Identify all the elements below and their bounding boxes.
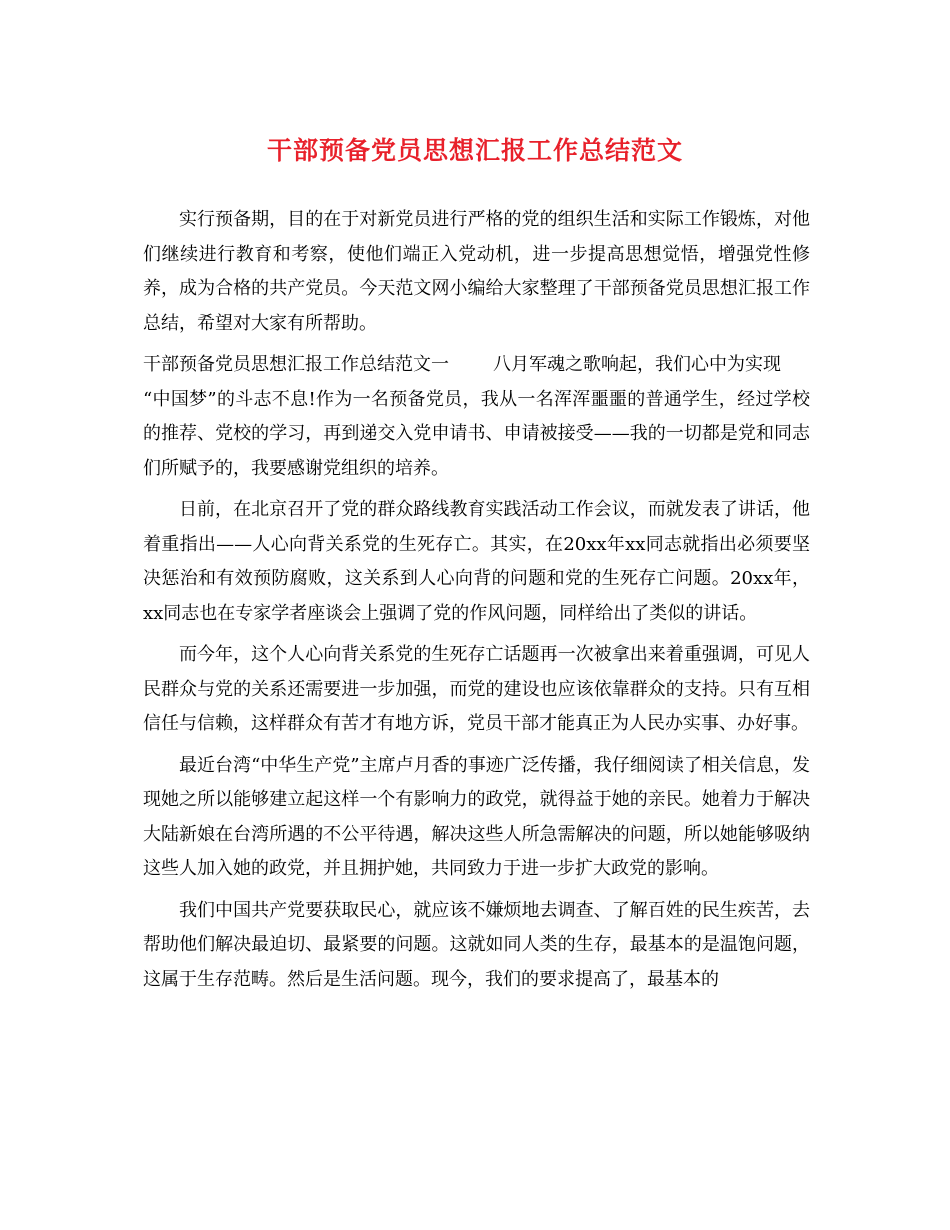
- paragraph-meeting: 日前，在北京召开了党的群众路线教育实践活动工作会议，而就发表了讲话，他着重指出——人心向背关系党的生死存亡。其实，在20xx年xx同志就指出必须要坚决惩治和有效预防腐败，这关系到人心向背的问题和党的生死存亡问题。20xx年，xx同志也在专家学者座谈会上强调了党的作风问题，同样给出了类似的讲话。: [143, 499, 810, 624]
- document-title: 干部预备党员思想汇报工作总结范文: [266, 136, 683, 165]
- paragraph-this-year: 而今年，这个人心向背关系党的生死存亡话题再一次被拿出来着重强调，可见人民群众与党的关系还需要进一步加强，而党的建设也应该依靠群众的支持。只有互相信任与信赖，这样群众有苦才有地方诉，党员干部才能真正为人民办实事、办好事。: [143, 644, 810, 734]
- document-body: [143, 203, 810, 1004]
- section-heading-line: [143, 348, 810, 383]
- paragraph-section-one: “中国梦”的斗志不息!作为一名预备党员，我从一名浑浑噩噩的普通学生，经过学校的推荐、党校的学习，再到递交入党申请书、申请被接受——我的一切都是党和同志们所赋予的，我要感谢党组织的培养。: [143, 388, 810, 479]
- section-lead: 八月军魂之歌响起，我们心中为实现: [493, 354, 781, 375]
- section-heading: 干部预备党员思想汇报工作总结范文一: [143, 354, 449, 375]
- paragraph-intro: 实行预备期，目的在于对新党员进行严格的党的组织生活和实际工作锻炼，对他们继续进行教育和考察，使他们端正入党动机，进一步提高思想觉悟，增强党性修养，成为合格的共产党员。今天范文网小编给大家整理了干部预备党员思想汇报工作总结，希望对大家有所帮助。: [143, 209, 810, 334]
- paragraph-taiwan: 最近台湾“中华生产党”主席卢月香的事迹广泛传播，我仔细阅读了相关信息，发现她之所以能够建立起这样一个有影响力的政党，就得益于她的亲民。她着力于解决大陆新娘在台湾所遇的不公平待遇，解决这些人所急需解决的问题，所以她能够吸纳这些人加入她的政党，并且拥护她，共同致力于进一步扩大政党的影响。: [143, 754, 810, 879]
- paragraph-party: 我们中国共产党要获取民心，就应该不嫌烦地去调查、了解百姓的民生疾苦，去帮助他们解决最迫切、最紧要的问题。这就如同人类的生存，最基本的是温饱问题，这属于生存范畴。然后是生活问题。现今，我们的要求提高了，最基本的: [143, 899, 810, 990]
